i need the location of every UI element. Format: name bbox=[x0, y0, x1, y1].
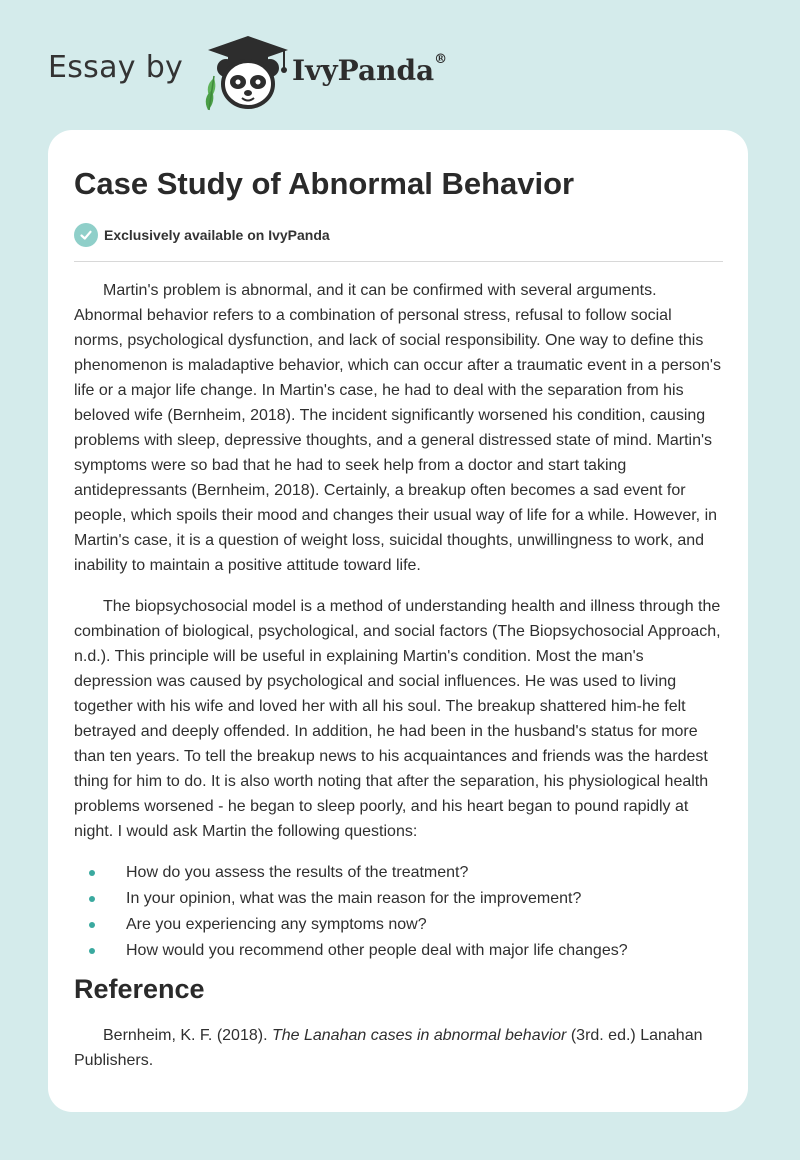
brand-name[interactable] bbox=[292, 54, 447, 87]
exclusive-badge bbox=[74, 222, 330, 248]
list-item bbox=[74, 938, 724, 963]
reference-author: Bernheim, K. F. (2018). bbox=[103, 1027, 272, 1044]
paragraph: Martin's problem is abnormal, and it can be confirmed with several arguments. Abnormal behavior refers to a combination of personal stress, refusal to follow social norms, psychological dysfunction, and lack of social responsibility. One way to define this phenomenon is maladaptive behavior, which can occur after a traumatic event in a person's life or a major life change. In Martin's case, he had to deal with the separation from his beloved wife (Bernheim, 2018). The incident significantly worsened his condition, causing problems with sleep, depressive thoughts, and a general distressed state of mind. Martin's symptoms were so bad that he had to seek help from a doctor and start taking antidepressants (Bernheim, 2018). Certainly, a breakup often becomes a sad event for people, which spoils their mood and changes their usual way of life for a while. However, in Martin's case, it is a question of weight loss, suicidal thoughts, unwillingness to work, and inability to maintain a positive attitude toward life. bbox=[74, 282, 721, 574]
reference-publisher: (3rd. ed.) Lanahan Publishers. bbox=[74, 1027, 703, 1069]
panda-logo-icon bbox=[200, 32, 300, 112]
list-item bbox=[74, 912, 724, 937]
question-text: How do you assess the results of the treatment? bbox=[126, 864, 469, 881]
divider bbox=[74, 261, 723, 262]
bullet-icon bbox=[89, 948, 95, 954]
check-icon bbox=[74, 223, 98, 247]
list-item bbox=[74, 860, 724, 885]
bullet-icon bbox=[89, 870, 95, 876]
exclusive-text: Exclusively available on IvyPanda bbox=[104, 227, 330, 243]
bullet-icon bbox=[89, 922, 95, 928]
paragraph: The biopsychosocial model is a method of understanding health and illness through the combination of biological, psychological, and social factors (The Biopsychosocial Approach, n.d.). This principle will be useful in explaining Martin's condition. Most the man's depression was caused by psychological and social influences. He was used to living together with his wife and loved her with all his soul. The breakup shattered him-he felt betrayed and deeply offended. In addition, he had been in the husband's status for more than ten years. To tell the breakup news to his acquaintances and friends was the hardest thing for him to do. It is also worth noting that after the separation, his physiological health problems worsened - he began to sleep poorly, and his heart began to pound rapidly at night. I would ask Martin the following questions: bbox=[74, 598, 721, 840]
brand-text: IvyPanda bbox=[292, 54, 435, 87]
ivypanda-logo[interactable] bbox=[200, 32, 300, 112]
question-text: Are you experiencing any symptoms now? bbox=[126, 916, 427, 933]
essay-card bbox=[48, 130, 748, 1112]
registered-mark: ® bbox=[434, 52, 448, 67]
reference-entry bbox=[74, 1023, 724, 1073]
reference-heading: Reference bbox=[74, 974, 205, 1004]
question-text: How would you recommend other people deal with major life changes? bbox=[126, 942, 628, 959]
question-list bbox=[74, 860, 724, 963]
page-title: Case Study of Abnormal Behavior bbox=[74, 166, 575, 201]
essay-body bbox=[74, 278, 724, 1073]
essay-by-label: Essay by bbox=[48, 50, 184, 85]
list-item bbox=[74, 886, 724, 911]
site-header bbox=[0, 0, 800, 130]
question-text: In your opinion, what was the main reason for the improvement? bbox=[126, 890, 582, 907]
reference-title: The Lanahan cases in abnormal behavior bbox=[271, 1027, 567, 1044]
bullet-icon bbox=[89, 896, 95, 902]
